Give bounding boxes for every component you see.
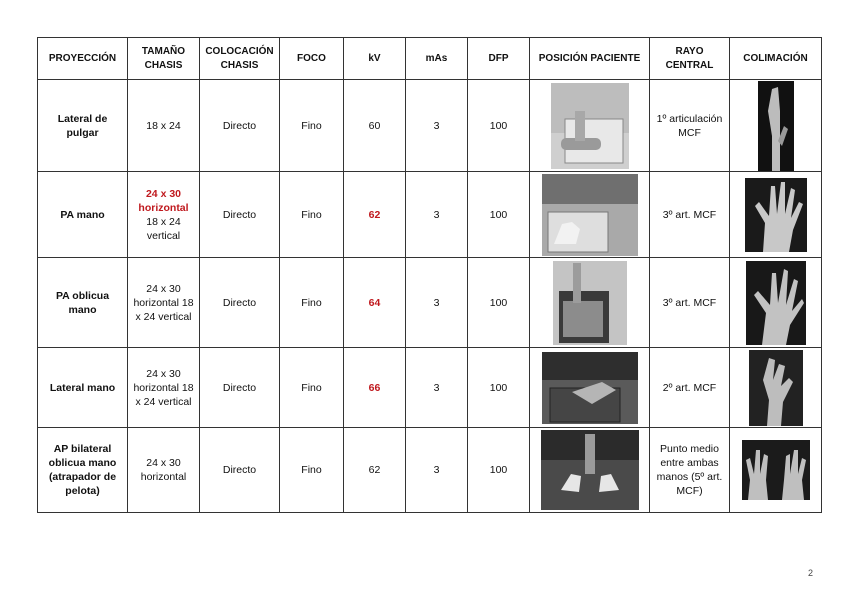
cell-dfp: 100 — [468, 258, 530, 348]
cell-dfp: 100 — [468, 80, 530, 172]
cell-posicion-paciente — [530, 348, 650, 428]
table-row — [38, 258, 822, 348]
header-foco: FOCO — [280, 38, 344, 80]
header-rayo-central: RAYO CENTRAL — [650, 38, 730, 80]
cell-proyeccion: PA mano — [38, 172, 128, 258]
cell-kv: 62 — [344, 428, 406, 513]
cell-colocacion: Directo — [200, 348, 280, 428]
cell-posicion-paciente — [530, 80, 650, 172]
header-mas: mAs — [406, 38, 468, 80]
cell-colimacion — [730, 172, 822, 258]
cell-mas: 3 — [406, 258, 468, 348]
table-row — [38, 428, 822, 513]
cell-posicion-paciente — [530, 428, 650, 513]
page-number: 2 — [807, 568, 813, 578]
header-proyeccion: PROYECCIÓN — [38, 38, 128, 80]
patient-position-photo — [553, 261, 627, 345]
radiography-protocol-table — [37, 37, 822, 513]
header-tamano-chasis: TAMAÑO CHASIS — [128, 38, 200, 80]
patient-position-photo — [542, 352, 638, 424]
patient-position-photo — [551, 83, 629, 169]
table-row — [38, 172, 822, 258]
table-row — [38, 348, 822, 428]
cell-rayo-central: 3º art. MCF — [650, 258, 730, 348]
cell-kv: 62 — [344, 172, 406, 258]
cell-tamano: 18 x 24 — [128, 80, 200, 172]
cell-colimacion — [730, 428, 822, 513]
cell-foco: Fino — [280, 172, 344, 258]
cell-mas: 3 — [406, 80, 468, 172]
cell-rayo-central: 1º articulación MCF — [650, 80, 730, 172]
cell-proyeccion: Lateral de pulgar — [38, 80, 128, 172]
cell-kv: 64 — [344, 258, 406, 348]
cell-colimacion — [730, 80, 822, 172]
cell-dfp: 100 — [468, 172, 530, 258]
cell-tamano: 24 x 30 horizontal — [128, 428, 200, 513]
header-colimacion: COLIMACIÓN — [730, 38, 822, 80]
header-row — [38, 38, 822, 80]
header-posicion-paciente: POSICIÓN PACIENTE — [530, 38, 650, 80]
cell-posicion-paciente — [530, 172, 650, 258]
cell-colimacion — [730, 348, 822, 428]
xray-thumb-image — [742, 440, 810, 500]
cell-mas: 3 — [406, 348, 468, 428]
cell-kv: 66 — [344, 348, 406, 428]
cell-tamano: 24 x 30 horizontal 18 x 24 vertical — [128, 258, 200, 348]
cell-proyeccion: PA oblicua mano — [38, 258, 128, 348]
cell-colocacion: Directo — [200, 172, 280, 258]
cell-mas: 3 — [406, 172, 468, 258]
cell-posicion-paciente — [530, 258, 650, 348]
cell-foco: Fino — [280, 428, 344, 513]
tamano-secondary: 18 x 24 vertical — [146, 215, 181, 242]
cell-colimacion — [730, 258, 822, 348]
cell-mas: 3 — [406, 428, 468, 513]
cell-foco: Fino — [280, 80, 344, 172]
cell-rayo-central: Punto medio entre ambas manos (5º art. MCF) — [650, 428, 730, 513]
cell-foco: Fino — [280, 348, 344, 428]
cell-rayo-central: 3º art. MCF — [650, 172, 730, 258]
tamano-highlight: 24 x 30 horizontal — [138, 187, 189, 214]
xray-thumb-image — [758, 81, 794, 171]
header-colocacion-chasis: COLOCACIÓN CHASIS — [200, 38, 280, 80]
xray-thumb-image — [749, 350, 803, 426]
cell-rayo-central: 2º art. MCF — [650, 348, 730, 428]
header-dfp: DFP — [468, 38, 530, 80]
cell-colocacion: Directo — [200, 428, 280, 513]
patient-position-photo — [542, 174, 638, 256]
cell-kv: 60 — [344, 80, 406, 172]
cell-colocacion: Directo — [200, 258, 280, 348]
cell-colocacion: Directo — [200, 80, 280, 172]
xray-thumb-image — [745, 178, 807, 252]
table-row — [38, 80, 822, 172]
cell-dfp: 100 — [468, 348, 530, 428]
cell-proyeccion: AP bilateral oblicua mano (atrapador de pelota) — [38, 428, 128, 513]
patient-position-photo — [541, 430, 639, 510]
cell-tamano: 24 x 30 horizontal 18 x 24 vertical — [128, 348, 200, 428]
cell-tamano — [128, 172, 200, 258]
cell-dfp: 100 — [468, 428, 530, 513]
header-kv: kV — [344, 38, 406, 80]
cell-proyeccion: Lateral mano — [38, 348, 128, 428]
cell-foco: Fino — [280, 258, 344, 348]
xray-thumb-image — [746, 261, 806, 345]
